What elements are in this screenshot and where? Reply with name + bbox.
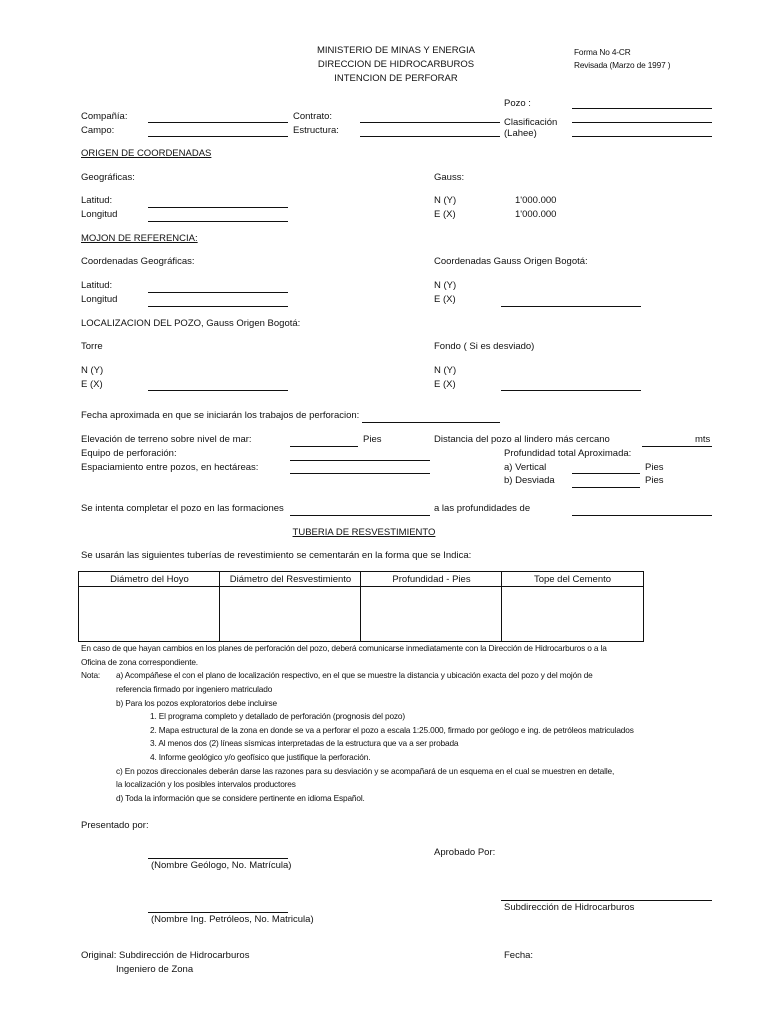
clasificacion-line-1: Clasificación	[504, 117, 558, 128]
pozo-label: Pozo :	[504, 98, 531, 109]
clasificacion-field-1[interactable]	[572, 122, 712, 123]
col-header-profundidad: Profundidad - Pies	[392, 574, 471, 585]
elevacion-field[interactable]	[290, 446, 358, 447]
mojon-ex-label: E (X)	[434, 294, 456, 305]
nota-b: b) Para los pozos exploratorios debe incluirse	[116, 698, 277, 708]
equipo-label: Equipo de perforación:	[81, 448, 177, 459]
espaciamiento-label: Espaciamiento entre pozos, en hectáreas:	[81, 462, 259, 473]
ing-petroleos-signature-line[interactable]	[148, 912, 288, 913]
estructura-label: Estructura:	[293, 125, 339, 136]
clasificacion-field-2[interactable]	[572, 136, 712, 137]
clasificacion-label	[504, 113, 570, 138]
ing-petroleos-caption: (Nombre Ing. Petróleos, No. Matricula)	[151, 914, 314, 925]
fondo-ny-label: N (Y)	[434, 365, 457, 376]
tuberia-title: TUBERIA DE RESVESTIMIENTO	[292, 527, 436, 538]
subdireccion-signature-line[interactable]	[501, 900, 712, 901]
col-header-diametro-hoyo: Diámetro del Hoyo	[110, 574, 189, 585]
mojon-latitud-field[interactable]	[148, 292, 288, 293]
cell-diametro-revestimiento[interactable]	[220, 587, 360, 641]
origen-latitud-label: Latitud:	[81, 195, 113, 206]
formaciones-field[interactable]	[290, 515, 430, 516]
vertical-pies-unit: Pies	[645, 462, 664, 473]
nota-d: d) Toda la información que se considere pertinente en idioma Español.	[116, 793, 365, 803]
profundidad-total-label: Profundidad total Aproximada:	[504, 448, 632, 459]
nota-b-item-4: 4. Informe geológico y/o geofísico que justifique la perforación.	[150, 752, 371, 762]
origen-longitud-field[interactable]	[148, 221, 288, 222]
mojon-coord-geo-label: Coordenadas Geográficas:	[81, 256, 195, 267]
contrato-label: Contrato:	[293, 111, 333, 122]
casing-table	[78, 571, 644, 642]
mojon-coord-gauss-label: Coordenadas Gauss Origen Bogotá:	[434, 256, 588, 267]
origen-ex-value: 1'000.000	[515, 209, 557, 220]
nota-b-item-2: 2. Mapa estructural de la zona en donde se va a perforar el pozo a escala 1:25.000, firmado por geólogo e ing. de petróleos matriculados	[150, 725, 634, 735]
geologo-caption: (Nombre Geólogo, No. Matrícula)	[151, 860, 292, 871]
distancia-mts-unit: mts	[695, 434, 711, 445]
vertical-label: a) Vertical	[504, 462, 547, 473]
revision-date: Revisada (Marzo de 1997 )	[574, 60, 671, 70]
pozo-field[interactable]	[572, 108, 712, 109]
aprobado-label: Aprobado Por:	[434, 847, 496, 858]
mojon-title: MOJON DE REFERENCIA:	[81, 233, 198, 244]
cambios-note-line-1: En caso de que hayan cambios en los planes de perforación del pozo, deberá comunicarse inmediatamente con la Dirección de Hidrocarburos o a la	[81, 643, 607, 653]
col-header-diametro-revestimiento: Diámetro del Resvestimiento	[229, 574, 352, 585]
geograficas-label: Geográficas:	[81, 172, 135, 183]
fondo-ex-field[interactable]	[501, 390, 641, 391]
original-label: Original: Subdirección de Hidrocarburos	[81, 950, 250, 961]
torre-ex-field[interactable]	[148, 390, 288, 391]
profundidades-field[interactable]	[572, 515, 712, 516]
nota-b-item-3: 3. Al menos dos (2) líneas sísmicas interpretadas de la estructura que va a ser probada	[150, 738, 459, 748]
desviada-label: b) Desviada	[504, 475, 555, 486]
nota-label: Nota:	[81, 670, 101, 680]
form-title: INTENCION DE PERFORAR	[334, 73, 458, 84]
elevacion-label: Elevación de terreno sobre nivel de mar:	[81, 434, 252, 445]
ingeniero-zona-label: Ingeniero de Zona	[116, 964, 194, 975]
torre-ny-label: N (Y)	[81, 365, 104, 376]
cell-diametro-hoyo[interactable]	[79, 587, 219, 641]
compania-label: Compañía:	[81, 111, 128, 122]
cambios-note-line-2: Oficina de zona correspondiente.	[81, 657, 198, 667]
nota-a-line-2: referencia firmado por ingeniero matriculado	[116, 684, 273, 694]
origen-ny-value: 1'000.000	[515, 195, 557, 206]
desviada-pies-unit: Pies	[645, 475, 664, 486]
origen-ny-label: N (Y)	[434, 195, 457, 206]
nota-a-line-1: a) Acompáñese el con el plano de localización respectivo, en el que se muestre la distancia y ubicación exacta del pozo y del mojón de	[116, 670, 593, 680]
nota-b-item-1: 1. El programa completo y detallado de perforación (prognosis del pozo)	[150, 711, 406, 721]
contrato-field[interactable]	[360, 122, 500, 123]
origen-ex-label: E (X)	[434, 209, 456, 220]
equipo-field[interactable]	[290, 460, 430, 461]
torre-label: Torre	[81, 341, 103, 352]
compania-field[interactable]	[148, 122, 288, 123]
elevacion-pies-unit: Pies	[363, 434, 382, 445]
espaciamiento-field[interactable]	[290, 473, 430, 474]
form-number: Forma No 4-CR	[574, 47, 631, 57]
distancia-label: Distancia del pozo al lindero más cercano	[434, 434, 610, 445]
mojon-latitud-label: Latitud:	[81, 280, 113, 291]
mojon-longitud-label: Longitud	[81, 294, 118, 305]
origen-latitud-field[interactable]	[148, 207, 288, 208]
origen-title: ORIGEN DE COORDENADAS	[81, 148, 212, 159]
nota-c-line-1: c) En pozos direccionales deberán darse las razones para su desviación y se acompañará de un esquema en el cual se muestren en detalle,	[116, 766, 615, 776]
fecha-inicio-label: Fecha aproximada en que se iniciarán los trabajos de perforacion:	[81, 410, 360, 421]
fondo-ex-label: E (X)	[434, 379, 456, 390]
origen-longitud-label: Longitud	[81, 209, 118, 220]
localizacion-title: LOCALIZACION DEL POZO, Gauss Origen Bogotá:	[81, 318, 301, 329]
directorate-title: DIRECCION DE HIDROCARBUROS	[317, 59, 475, 70]
mojon-longitud-field[interactable]	[148, 306, 288, 307]
presentado-label: Presentado por:	[81, 820, 149, 831]
completar-label: Se intenta completar el pozo en las formaciones	[81, 503, 284, 514]
campo-label: Campo:	[81, 125, 115, 136]
mojon-ny-label: N (Y)	[434, 280, 457, 291]
estructura-field[interactable]	[360, 136, 500, 137]
fecha-inicio-field[interactable]	[362, 422, 500, 423]
subdireccion-caption: Subdirección de Hidrocarburos	[504, 902, 635, 913]
nota-c-line-2: la localización y los posibles intervalos productores	[116, 779, 296, 789]
clasificacion-line-2: (Lahee)	[504, 128, 537, 138]
distancia-field[interactable]	[642, 446, 712, 447]
vertical-field[interactable]	[572, 473, 640, 474]
col-header-tope-cemento: Tope del Cemento	[533, 574, 612, 585]
fecha-label: Fecha:	[504, 950, 534, 961]
cell-tope-cemento[interactable]	[502, 587, 642, 641]
profundidades-label: a las profundidades de	[434, 503, 531, 514]
cell-profundidad[interactable]	[361, 587, 501, 641]
gauss-label: Gauss:	[434, 172, 465, 183]
tuberia-intro: Se usarán las siguientes tuberías de revestimiento se cementarán en la forma que se Indica:	[81, 550, 472, 561]
campo-field[interactable]	[148, 136, 288, 137]
fondo-label: Fondo ( Si es desviado)	[434, 341, 535, 352]
mojon-ex-field[interactable]	[501, 306, 641, 307]
torre-ex-label: E (X)	[81, 379, 103, 390]
ministry-title: MINISTERIO DE MINAS Y ENERGIA	[316, 45, 475, 56]
geologo-signature-line[interactable]	[148, 858, 288, 859]
desviada-field[interactable]	[572, 487, 640, 488]
